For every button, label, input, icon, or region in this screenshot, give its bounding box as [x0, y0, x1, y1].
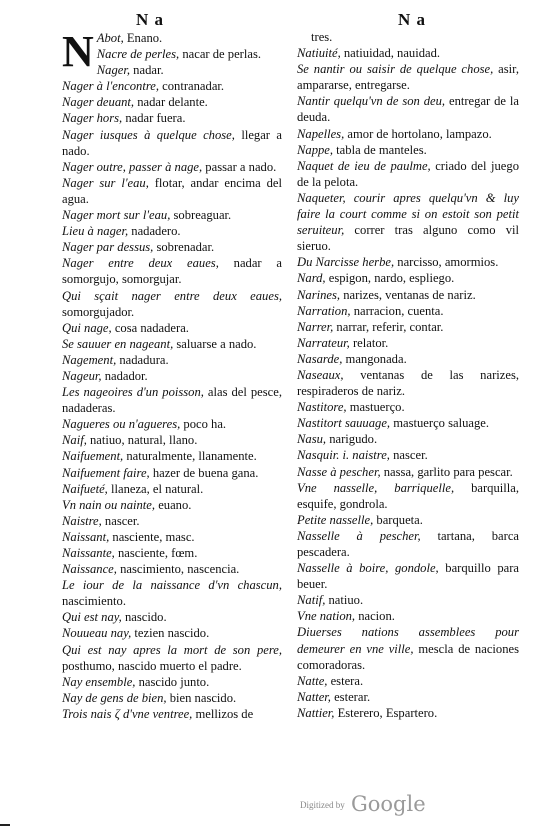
dictionary-entry — [297, 29, 519, 45]
entry-headword: Vne nation, — [297, 609, 356, 624]
entry-definition: natiuo. — [325, 593, 364, 608]
entry-definition: bien nascido. — [166, 690, 237, 705]
entry-headword: Nasarde, — [297, 351, 343, 366]
dictionary-entry — [62, 255, 282, 287]
entry-headword: Naif, — [62, 433, 87, 448]
dictionary-entry — [62, 175, 282, 207]
entry-headword: Nantir quelqu'vn de son deu, — [297, 94, 446, 109]
entry-headword: Abot, — [96, 31, 124, 45]
dictionary-entry — [62, 481, 282, 497]
header-left: N a — [136, 10, 165, 29]
dictionary-entry — [62, 545, 282, 561]
entry-definition: sobreaguar. — [170, 208, 232, 223]
entry-headword: Nager, — [96, 63, 131, 78]
entry-definition: Esterero, Espartero. — [334, 705, 438, 720]
dictionary-entry — [62, 207, 282, 223]
dictionary-entry — [297, 480, 519, 512]
entry-definition: mescla de naciones comoradoras. — [297, 641, 519, 672]
dictionary-entry — [297, 689, 519, 705]
dictionary-entry — [62, 62, 282, 78]
entry-headword: Nager à l'encontre, — [62, 79, 160, 94]
entry-definition: llaneza, el natural. — [107, 481, 204, 496]
entry-headword: Lieu à nager, — [62, 224, 129, 239]
entry-definition: entregar de la deuda. — [297, 94, 520, 125]
dictionary-entry — [62, 497, 282, 513]
entry-definition: nadar fuera. — [122, 111, 186, 126]
entry-headword: Nacre de perles, — [96, 47, 180, 62]
entry-headword: Nastitort sauuage, — [297, 416, 391, 431]
entry-headword: Naifuement, — [62, 449, 124, 464]
dictionary-entry — [62, 46, 282, 62]
entry-headword: Nasu, — [297, 432, 327, 447]
entry-definition: saluarse a nado. — [173, 336, 257, 351]
entry-definition: nascimiento. — [62, 594, 127, 609]
entry-definition: nadar a somorgujo, somorgujar. — [62, 256, 282, 287]
entry-headword: Nageur, — [62, 368, 102, 383]
entry-headword: Nard, — [297, 271, 326, 286]
entry-headword: Nay ensemble, — [62, 674, 136, 689]
dictionary-entry — [297, 351, 519, 367]
watermark-prefix: Digitized by — [300, 800, 345, 810]
entry-headword: Natif, — [297, 593, 326, 608]
dictionary-entry — [297, 287, 519, 303]
entry-definition: barqueta. — [373, 512, 423, 527]
dictionary-entry — [62, 706, 282, 722]
entry-headword: Nager hors, — [62, 111, 123, 126]
dictionary-entry — [297, 592, 519, 608]
page-corner-mark — [0, 824, 10, 826]
dictionary-entry — [297, 142, 519, 158]
entry-definition: tres. — [311, 30, 333, 44]
entry-definition: nadar. — [130, 63, 164, 78]
entry-definition: alas del pesce, nadaderas. — [62, 385, 282, 416]
entry-definition: nascido. — [121, 610, 167, 625]
dictionary-entry — [297, 560, 519, 592]
dictionary-entry — [297, 319, 519, 335]
dictionary-entry — [62, 78, 282, 94]
dictionary-entry — [62, 448, 282, 464]
dictionary-entry — [297, 528, 519, 560]
entry-headword: Naquet de ieu de paulme, — [297, 158, 431, 173]
entry-headword: Qui est nay, — [62, 610, 122, 625]
dictionary-entry — [297, 254, 519, 270]
entry-headword: Naissance, — [62, 562, 117, 577]
entry-headword: Nager sur l'eau, — [62, 175, 149, 190]
dictionary-entry — [297, 447, 519, 463]
entry-headword: Nasselle à boire, gondole, — [297, 561, 439, 576]
entry-definition: poco ha. — [180, 417, 227, 432]
entry-headword: Nastitore, — [297, 400, 347, 415]
entry-definition: narizes, ventanas de nariz. — [340, 287, 476, 302]
header-right: N a — [398, 10, 427, 29]
entry-headword: Trois nais ζ d'vne ventree, — [62, 706, 193, 721]
entry-headword: Naqueter, courir apres quelqu'vn & luy faire la court comme si on estoit son petit seruiteur, — [297, 190, 519, 238]
entry-definition: euano. — [155, 497, 192, 512]
entry-headword: Natiuité, — [297, 46, 341, 61]
dictionary-entry — [62, 432, 282, 448]
entry-definition: tezien nascido. — [131, 626, 210, 641]
dictionary-entry — [297, 705, 519, 721]
entry-definition: nascer. — [389, 448, 428, 463]
entry-definition: nassa, garlito para pescar. — [380, 464, 513, 479]
entry-headword: Nasselle à pescher, — [297, 528, 421, 543]
dictionary-entry — [297, 367, 519, 399]
entry-definition: narrar, referir, contar. — [333, 319, 444, 334]
entry-definition: contranadar. — [159, 79, 225, 94]
dictionary-entry — [297, 399, 519, 415]
entry-definition: naturalmente, llanamente. — [123, 449, 257, 464]
entry-definition: asir, ampararse, entregarse. — [297, 62, 519, 93]
dictionary-entry — [297, 673, 519, 689]
entry-headword: Naseaux, — [297, 367, 344, 382]
entry-headword: Nappe, — [297, 142, 334, 157]
entry-definition: mastuerço. — [346, 400, 405, 415]
entry-definition: esterar. — [330, 689, 371, 704]
entry-definition: estera. — [327, 673, 364, 688]
dictionary-entry — [62, 368, 282, 384]
entry-definition: nasciente, masc. — [109, 529, 195, 544]
entry-headword: Narrer, — [297, 319, 334, 334]
entry-headword: Narration, — [297, 303, 351, 318]
entry-headword: Vn nain ou nainte, — [62, 497, 156, 512]
entry-definition: narracion, cuenta. — [350, 303, 444, 318]
dictionary-entry — [297, 335, 519, 351]
dictionary-entry — [62, 529, 282, 545]
dictionary-entry — [297, 303, 519, 319]
dictionary-entry — [62, 577, 282, 609]
dictionary-entry — [62, 352, 282, 368]
entry-definition: mellizos de — [192, 706, 254, 721]
dictionary-entry — [62, 416, 282, 432]
entry-headword: Nager mort sur l'eau, — [62, 208, 171, 223]
entry-definition: mastuerço saluage. — [390, 416, 490, 431]
entry-headword: Narrateur, — [297, 335, 350, 350]
entry-definition: nadador. — [101, 368, 148, 383]
drop-cap-letter: N — [62, 27, 94, 76]
entry-headword: Petite nasselle, — [297, 512, 374, 527]
entry-definition: tabla de manteles. — [333, 142, 427, 157]
entry-definition: nascido junto. — [135, 674, 210, 689]
dictionary-entry — [62, 690, 282, 706]
entry-headword: Nasquir. i. naistre, — [297, 448, 390, 463]
entry-headword: Nagueres ou n'agueres, — [62, 417, 181, 432]
dictionary-entry — [297, 158, 519, 190]
entry-headword: Se sauuer en nageant, — [62, 336, 174, 351]
entry-definition: barquillo para beuer. — [297, 561, 520, 592]
dictionary-entry — [62, 239, 282, 255]
entry-definition: nascer. — [101, 513, 140, 528]
entry-headword: Naistre, — [62, 513, 102, 528]
dictionary-entry — [297, 126, 519, 142]
dictionary-entry — [62, 609, 282, 625]
entry-headword: Nager entre deux eaues, — [62, 256, 219, 271]
entry-definition: somorgujador. — [62, 304, 135, 319]
dictionary-entry — [62, 159, 282, 175]
entry-headword: Nattier, — [297, 705, 335, 720]
entry-definition: espigon, nardo, espliego. — [325, 271, 455, 286]
entry-headword: Napelles, — [297, 126, 345, 141]
entry-headword: Qui nage, — [62, 320, 112, 335]
entry-definition: ventanas de las narizes, respiraderos de nariz. — [297, 367, 519, 399]
entry-headword: Naissante, — [62, 546, 115, 560]
left-column — [62, 27, 282, 722]
dictionary-entry — [62, 513, 282, 529]
entry-headword: Naissant, — [62, 529, 110, 544]
entry-definition: tartana, barca pescadera. — [297, 528, 519, 559]
entry-headword: Les nageoires d'un poisson, — [62, 385, 204, 400]
dictionary-entry — [62, 642, 282, 674]
entry-definition: nascimiento, nascencia. — [116, 562, 240, 577]
entry-headword: Nager par dessus, — [62, 240, 154, 255]
entry-definition: passar a nado. — [202, 159, 277, 174]
dictionary-entry — [62, 288, 282, 320]
entry-definition: nasciente, fœm. — [114, 546, 198, 560]
entry-definition: narigudo. — [326, 432, 378, 447]
google-logo: Google — [351, 792, 426, 816]
dictionary-entry — [62, 94, 282, 110]
entry-definition: relator. — [349, 335, 389, 350]
entry-definition: nacar de perlas. — [179, 47, 262, 62]
entry-headword: Nagement, — [62, 352, 117, 367]
entry-definition: cosa nadadera. — [111, 320, 189, 335]
dictionary-entry — [297, 464, 519, 480]
entry-headword: Qui sçait nager entre deux eaues, — [62, 288, 282, 303]
dictionary-entry — [62, 674, 282, 690]
entry-definition: llegar a nado. — [62, 127, 282, 158]
dictionary-entry — [297, 415, 519, 431]
right-column — [297, 29, 519, 721]
entry-headword: Nager outre, passer à nage, — [62, 159, 203, 174]
entry-headword: Vne nasselle, barriquelle, — [297, 480, 455, 495]
dictionary-entry — [62, 465, 282, 481]
entry-headword: Nasse à pescher, — [297, 464, 381, 479]
dictionary-entry — [297, 608, 519, 624]
dictionary-entry — [297, 624, 519, 672]
entry-definition: correr tras alguno como vil sieruo. — [297, 223, 519, 254]
dictionary-entry — [62, 320, 282, 336]
entry-headword: Qui est nay apres la mort de son pere, — [62, 642, 282, 657]
entry-headword: Naifuement faire, — [62, 465, 150, 480]
dictionary-entry — [297, 93, 519, 125]
entry-headword: Se nantir ou saisir de quelque chose, — [297, 62, 494, 77]
entry-definition: barquilla, esquife, gondrola. — [297, 480, 519, 511]
entry-definition: posthumo, nascido muerto el padre. — [62, 658, 242, 673]
entry-definition: nadar delante. — [134, 95, 208, 110]
entry-headword: Du Narcisse herbe, — [297, 255, 395, 270]
entry-definition: mangonada. — [342, 351, 407, 366]
entry-definition: flotar, andar encima del agua. — [62, 175, 282, 206]
entry-definition: Enano. — [123, 31, 163, 45]
dictionary-entry — [62, 110, 282, 126]
dictionary-entry — [297, 431, 519, 447]
entry-headword: Natter, — [297, 689, 331, 704]
entry-definition: natiuo, natural, llano. — [86, 433, 198, 448]
entry-headword: Le iour de la naissance d'vn chascun, — [62, 578, 282, 593]
dictionary-entry — [297, 61, 519, 93]
entry-headword: Natte, — [297, 673, 328, 688]
dictionary-entry — [62, 384, 282, 416]
dictionary-entry — [62, 127, 282, 159]
entry-definition: criado del juego de la pelota. — [297, 158, 519, 189]
dictionary-entry — [62, 625, 282, 641]
entry-definition: nadadero. — [128, 224, 181, 239]
dictionary-entry — [62, 223, 282, 239]
entry-headword: Nager deuant, — [62, 95, 135, 110]
entry-definition: nacion. — [355, 609, 395, 624]
digitized-watermark — [300, 792, 426, 816]
dictionary-entry — [62, 561, 282, 577]
entry-headword: Naifueté, — [62, 481, 108, 496]
entry-headword: Narines, — [297, 287, 341, 302]
entry-definition: amor de hortolano, lampazo. — [344, 126, 492, 141]
entry-definition: natiuidad, nauidad. — [340, 46, 441, 61]
entry-definition: sobrenadar. — [153, 240, 215, 255]
entry-headword: Nay de gens de bien, — [62, 690, 167, 705]
dictionary-entry — [62, 336, 282, 352]
entry-definition: hazer de buena gana. — [149, 465, 259, 480]
entry-definition: narcisso, amormios. — [394, 255, 499, 270]
entry-definition: nadadura. — [116, 352, 169, 367]
entry-headword: Diuerses nations assemblees pour demeurer en vne ville, — [297, 625, 519, 656]
entry-headword: Nouueau nay, — [62, 626, 132, 641]
dictionary-entry — [297, 270, 519, 286]
dictionary-entry — [297, 45, 519, 61]
entry-headword: Nager iusques à quelque chose, — [62, 127, 235, 142]
dictionary-entry — [297, 512, 519, 528]
dictionary-entry — [297, 190, 519, 254]
